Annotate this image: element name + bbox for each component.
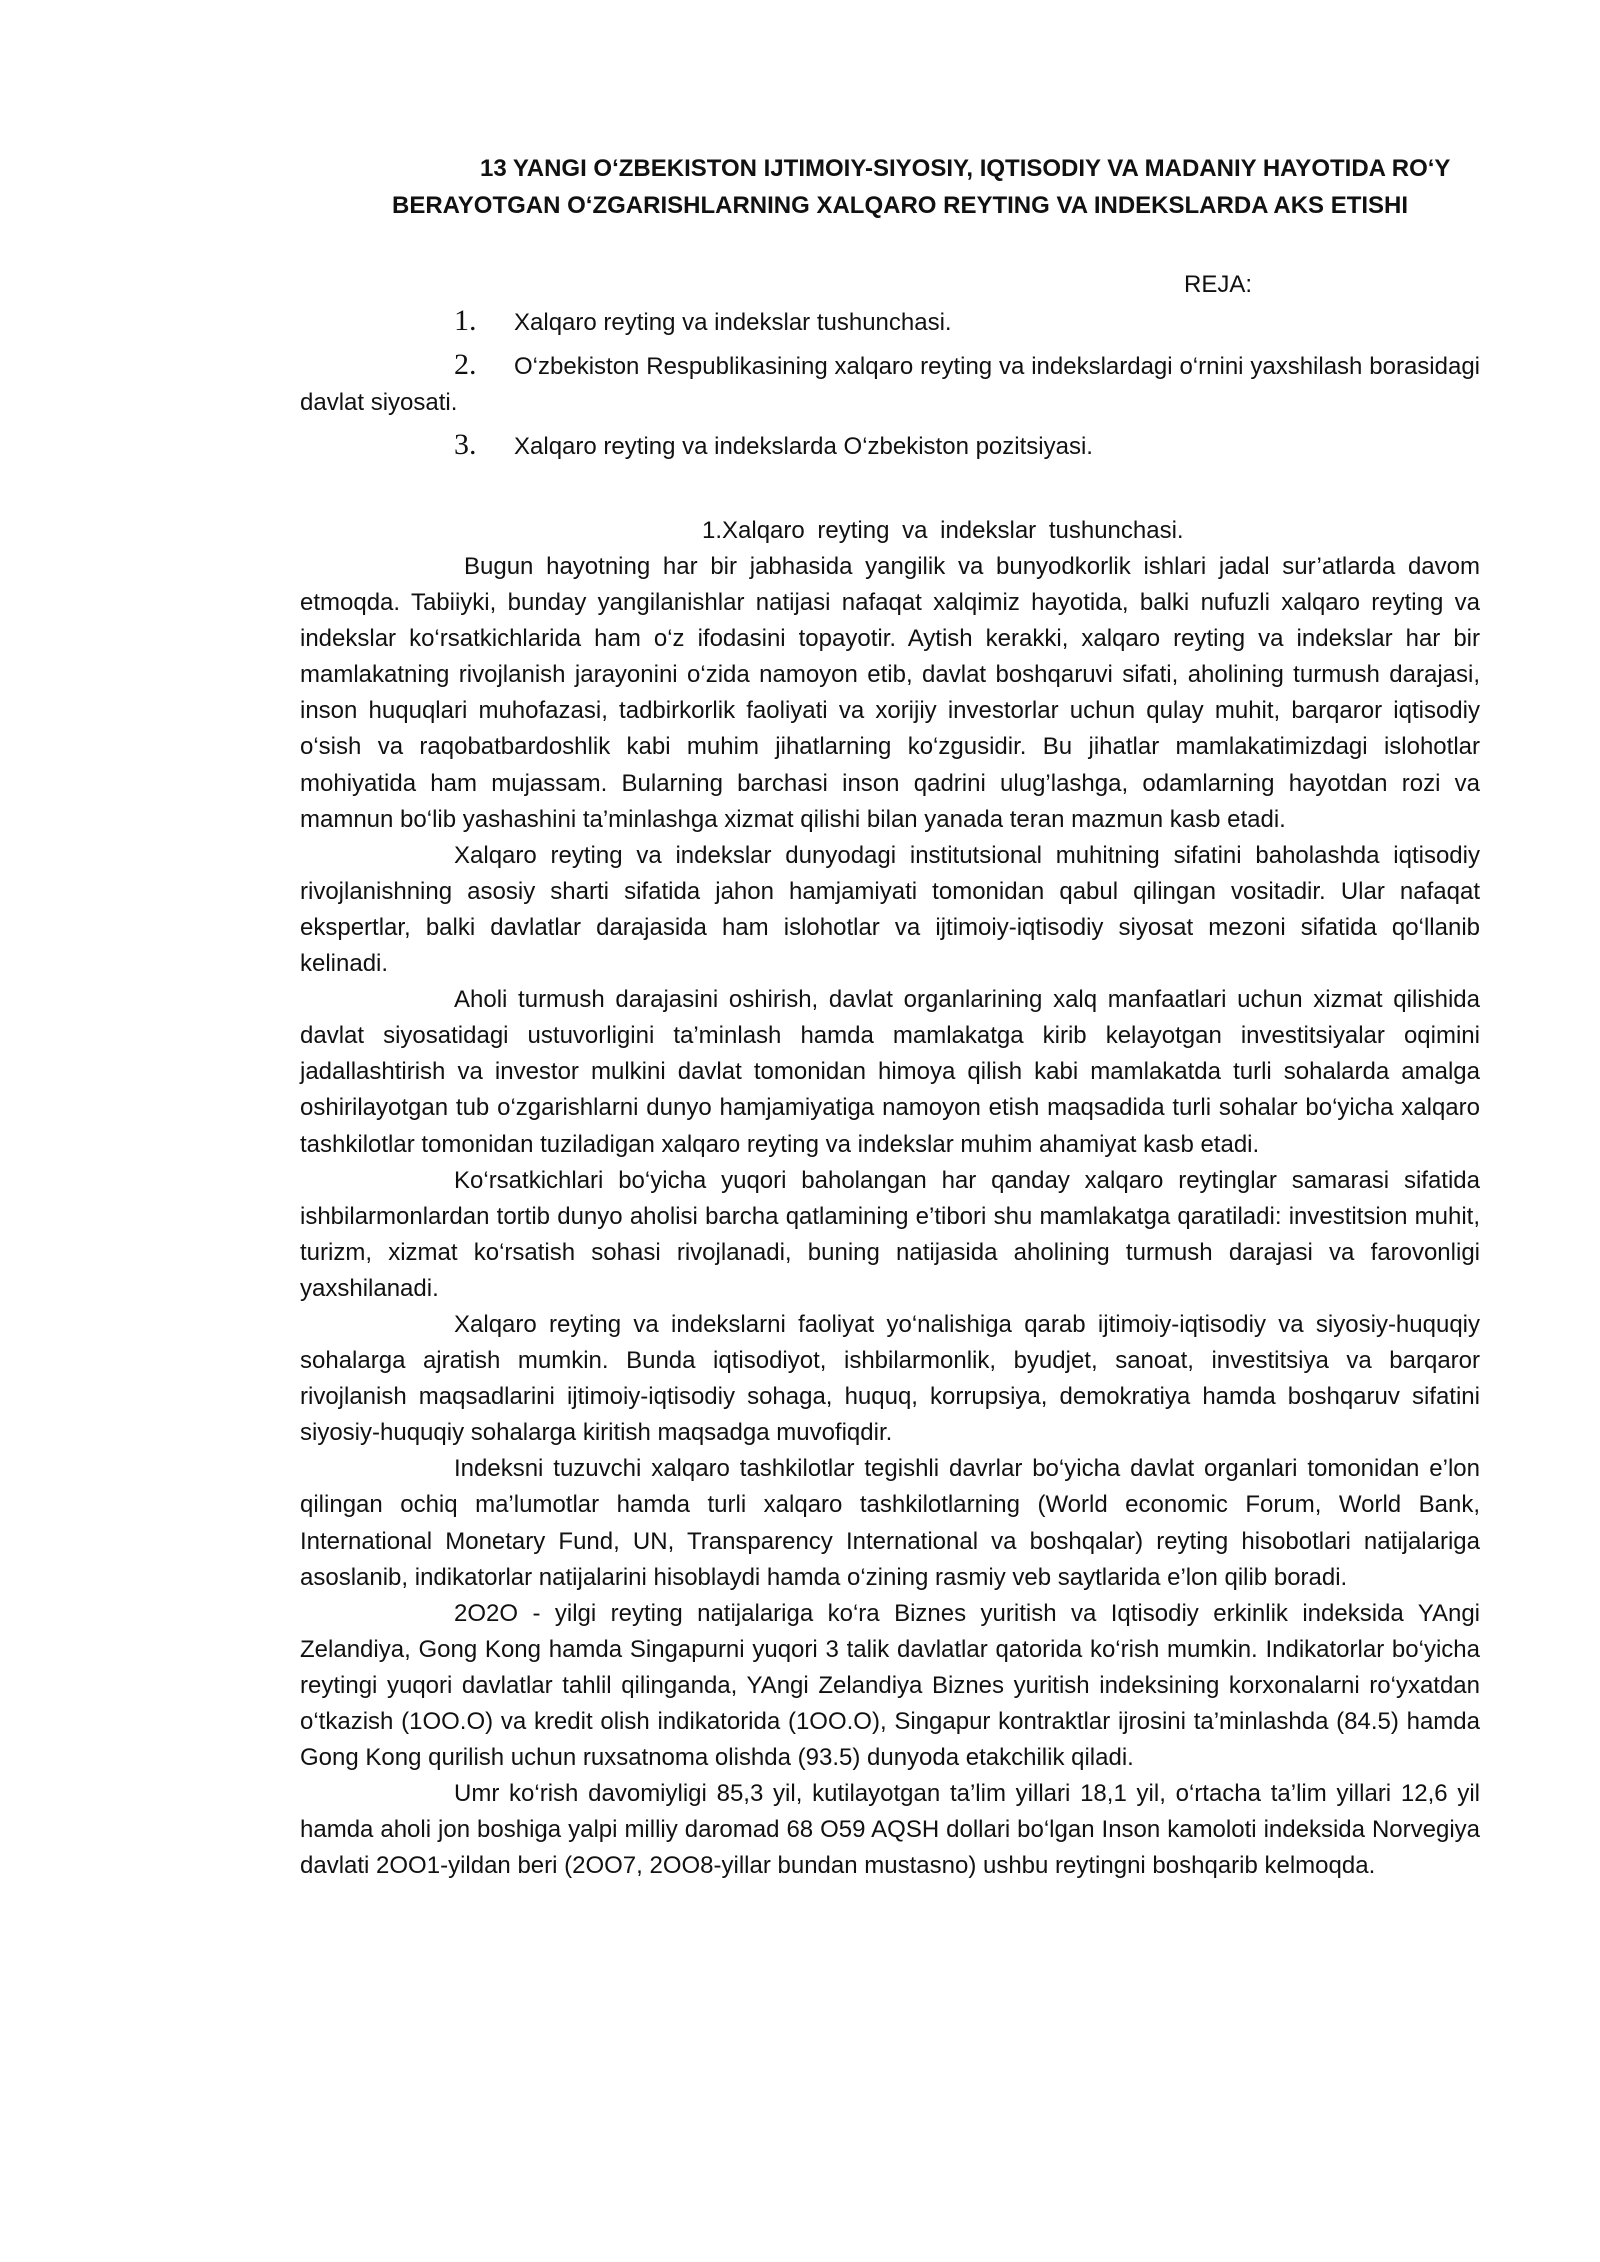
plan-item-text: Xalqaro reyting va indekslarda O‘zbekiston pozitsiyasi. [514,433,1093,460]
plan-item-text: O‘zbekiston Respublikasining xalqaro reyting va indekslardagi o‘rnini yaxshilash borasidagi davlat siyosati. [300,353,1480,416]
paragraph: Ko‘rsatkichlari bo‘yicha yuqori baholangan har qanday xalqaro reytinglar samarasi sifatida ishbilarmonlardan tortib dunyo aholisi barcha qatlamining e’tibori shu mamlakatga qaratiladi: investitsion muhit, turizm, xizmat ko‘rsatish sohasi rivojlanadi, buning natijasida aholining turmush darajasi va farovonligi yaxshilanadi. [300,1166,1480,1302]
plan-item-number: 3. [454,428,477,461]
paragraph: Bugun hayotning har bir jabhasida yangilik va bunyodkorlik ishlari jadal sur’atlarda davom etmoqda. Tabiiyki, bunday yangilanishlar natijasi nafaqat xalqimiz hayotida, balki nufuzli xalqaro reyting va indekslar ko‘rsatkichlarida ham o‘z ifodasini topayotir. Aytish kerakki, xalqaro reyting va indekslar har bir mamlakatning rivojlanish jarayonini o‘zida namoyon etib, davlat boshqaruvi sifati, aholining turmush darajasi, inson huquqlari muhofazasi, tadbirkorlik faoliyati va xorijiy investorlar uchun qulay muhit, barqaror iqtisodiy o‘sish va raqobatbardoshlik kabi muhim jihatlarning ko‘zgusidir. Bu jihatlar mamlakatimizdagi islohotlar mohiyatida ham mujassam. Bularning barchasi inson qadrini ulug’lashga, odamlarning hayotdan rozi va mamnun bo‘lib yashashini ta’minlashga xizmat qilishi bilan yanada teran mazmun kasb etadi. [300,553,1480,833]
section-heading: 1.Xalqaro reyting va indekslar tushunchasi. [702,517,1184,544]
plan-item [300,347,1480,421]
document-body [300,549,1480,1884]
paragraph: Umr ko‘rish davomiyligi 85,3 yil, kutilayotgan ta’lim yillari 18,1 yil, o‘rtacha ta’lim yillari 12,6 yil hamda aholi jon boshiga yalpi milliy daromad 68 O59 AQSH dollari bo‘lgan Inson kamoloti indeksida Norvegiya davlati 2OO1-yildan beri (2OO7, 2OO8-yillar bundan mustasno) ushbu reytingni boshqarib kelmoqda. [300,1780,1480,1880]
document-title [300,150,1480,224]
plan-item-number: 1. [454,304,477,337]
title-line-2: BERAYOTGAN O‘ZGARISHLARNING XALQARO REYTING VA INDEKSLARDA AKS ETISHI [392,192,1409,219]
paragraph: Indeksni tuzuvchi xalqaro tashkilotlar tegishli davrlar bo‘yicha davlat organlari tomonidan e’lon qilingan ochiq ma’lumotlar hamda turli xalqaro tashkilotlarning (World economic Forum, World Bank, International Monetary Fund, UN, Transparency International va boshqalar) reyting hisobotlari natijalariga asoslanib, indikatorlar natijalarini hisoblaydi hamda o‘zining rasmiy veb saytlarida e’lon qilib boradi. [300,1455,1480,1591]
paragraph: Xalqaro reyting va indekslar dunyodagi institutsional muhitning sifatini baholashda iqtisodiy rivojlanishning asosiy sharti sifatida jahon hamjamiyati tomonidan qabul qilingan vositadir. Ular nafaqat ekspertlar, balki davlatlar darajasida ham islohotlar va ijtimoiy-iqtisodiy siyosat mezoni sifatida qo‘llanib kelinadi. [300,841,1480,978]
plan-list [300,303,1480,465]
title-line-1: 13 YANGI O‘ZBEKISTON IJTIMOIY-SIYOSIY, IQTISODIY VA MADANIY HAYOTIDA RO‘Y [480,155,1451,182]
plan-item [300,427,1480,465]
paragraph: Xalqaro reyting va indekslarni faoliyat yo‘nalishiga qarab ijtimoiy-iqtisodiy va siyosiy-huquqiy sohalarga ajratish mumkin. Bunda iqtisodiyot, ishbilarmonlik, byudjet, sanoat, investitsiya va barqaror rivojlanish maqsadlarini ijtimoiy-iqtisodiy sohaga, huquq, korrupsiya, demokratiya hamda boshqaruv sifatini siyosiy-huquqiy sohalarga kiritish maqsadga muvofiqdir. [300,1310,1480,1447]
paragraph: Aholi turmush darajasini oshirish, davlat organlarining xalq manfaatlari uchun xizmat qilishida davlat siyosatidagi ustuvorligini ta’minlash hamda mamlakatga kirib kelayotgan investitsiyalar oqimini jadallashtirish va investor mulkini davlat tomonidan himoya qilish kabi mamlakatda turli sohalarda amalga oshirilayotgan tub o‘zgarishlarni dunyo hamjamiyatiga namoyon etish maqsadida turli sohalar bo‘yicha xalqaro tashkilotlar tomonidan tuziladigan xalqaro reyting va indekslar muhim ahamiyat kasb etadi. [300,986,1480,1158]
plan-item-text: Xalqaro reyting va indekslar tushunchasi. [514,309,952,336]
plan-item [300,303,1480,341]
paragraph: 2O2O - yilgi reyting natijalariga ko‘ra Biznes yuritish va Iqtisodiy erkinlik indeksida YAngi Zelandiya, Gong Kong hamda Singapurni yuqori 3 talik davlatlar qatorida ko‘rish mumkin. Indikatorlar bo‘yicha reytingi yuqori davlatlar tahlil qilinganda, YAngi Zelandiya Biznes yuritish indeksining korxonalarni ro‘yxatdan o‘tkazish (1OO.O) va kredit olish indikatorida (1OO.O), Singapur kontraktlar ijrosini ta’minlashda (84.5) hamda Gong Kong qurilish uchun ruxsatnoma olishda (93.5) dunyoda etakchilik qiladi. [300,1599,1480,1772]
plan-item-number: 2. [454,348,477,381]
plan-heading: REJA: [1183,271,1252,298]
